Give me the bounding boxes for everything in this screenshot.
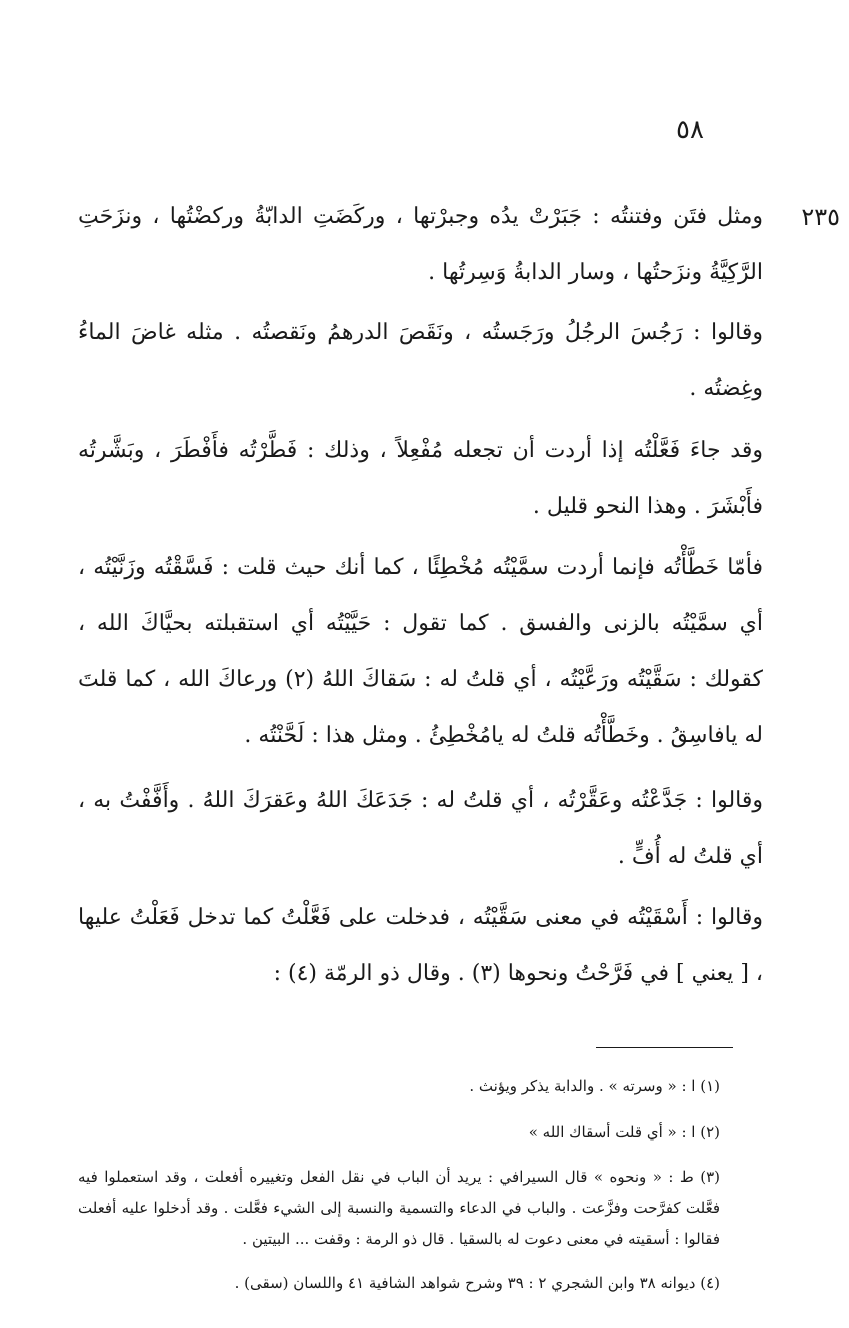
footnote-2: (٢) ا : « أي قلت أسقاك الله » <box>528 1123 720 1141</box>
footnote-separator <box>596 1047 733 1048</box>
footnote-4: (٤) ديوانه ٣٨ وابن الشجري ٢ : ٣٩ وشرح شواهد الشافية ٤١ واللسان (سقى) . <box>234 1274 720 1292</box>
paragraph-4: فأمّا خَطَّأْتُه فإنما أردت سمَّيْتُه مُخْطِئًا ، كما أنك حيث قلت : فَسَّقْتُه وزَنَّيْتُه ، أي سمَّيْتُه بالزنى والفسق . كما تقول : حَيَّيْتُه أي استقبلته بحيَّاكَ الله ، كقولك : سَقَّيْتُه ورَعَّيْتُه ، أي قلتُ له : سَقاكَ اللهُ (٢) ورعاكَ الله ، كما قلتَ له يافاسِقُ . وخَطَّأْتُه قلتُ له يامُخْطِئُ . ومثل هذا : لَحَّنْتُه . <box>78 555 763 748</box>
paragraph-6: وقالوا : أَسْقَيْتُه في معنى سَقَّيْتُه ، فدخلت على فَعَّلْتُ كما تدخل فَعَلْتُ عليها ، [ يعني ] في فَرَّحْتُ ونحوها (٣) . وقال ذو الرمّة (٤) : <box>78 905 763 986</box>
paragraph-5: وقالوا : جَدَّعْتُه وعَقَّرْتُه ، أي قلتُ له : جَدَعَكَ اللهُ وعَقرَكَ اللهُ . وأَفَّفْتُ به ، أي قلتُ له أُفٍّ . <box>78 788 763 869</box>
paragraph-3: وقد جاءَ فَعَّلْتُه إذا أردت أن تجعله مُفْعِلاً ، وذلك : فَطَّرْتُه فأَفْطَرَ ، وبَشَّرتُه فأَبْشَرَ . وهذا النحو قليل . <box>78 438 763 519</box>
section-number: ٢٣٥ <box>801 203 840 231</box>
footnote-3: (٣) ط : « ونحوه » قال السيرافي : يريد أن الباب في نقل الفعل وتغييره أفعلت ، وقد استعملوا فيه فعَّلت كفرَّحت وفزَّعت . والباب في الدعاء والتسمية والنسبة إلى الشيء فعَّلت . وقد أدخلوا عليه أفعلت فقالوا : أسقيته في معنى دعوت له بالسقيا . قال ذو الرمة : وقفت ... البيتين . <box>78 1168 720 1248</box>
page-number: ٥٨ <box>676 115 704 145</box>
paragraph-1: ومثل فتَن وفتنتُه : جَبَرْتْ يدُه وجبرْتها ، وركَضَتِ الدابّةُ وركضْتُها ، ونزَحَتِ الرَّكِيَّةُ ونزَحتُها ، وسار الدابةُ وَسِرتُها . <box>78 204 763 285</box>
footnote-1: (١) ا : « وسرته » . والدابة يذكر ويؤنث . <box>469 1077 720 1095</box>
paragraph-2: وقالوا : رَجُسَ الرجُلُ ورَجَستُه ، ونَقَصَ الدرهمُ ونَقصتُه . مثله غاضَ الماءُ وغِضتُه . <box>78 320 763 401</box>
